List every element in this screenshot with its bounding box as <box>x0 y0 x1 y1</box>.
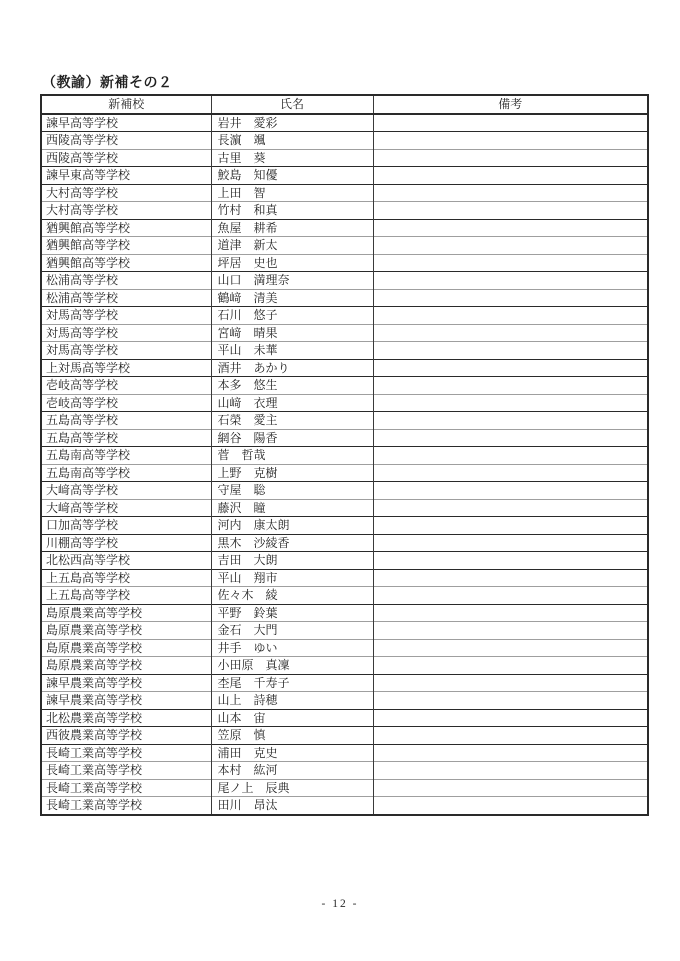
school-cell: 大﨑高等学校 <box>46 500 119 515</box>
note-cell <box>373 622 648 640</box>
table-row <box>41 149 648 167</box>
table-row <box>41 639 648 657</box>
name-cell: 守屋 聡 <box>211 482 373 500</box>
table-row <box>41 534 648 552</box>
table-row <box>41 604 648 622</box>
school-cell: 島原農業高等学校 <box>46 605 143 620</box>
school-cell: 大村高等学校 <box>46 185 119 200</box>
note-cell <box>373 762 648 780</box>
table-row <box>41 202 648 220</box>
note-cell <box>373 797 648 815</box>
school-cell: 島原農業高等学校 <box>46 658 143 672</box>
name-cell: 藤沢 瞳 <box>211 499 373 517</box>
note-cell <box>373 114 648 132</box>
school-cell: 五島南高等学校 <box>46 465 131 480</box>
table-row <box>41 377 648 395</box>
school-cell: 猶興館高等学校 <box>46 220 131 235</box>
note-cell <box>373 464 648 482</box>
note-cell <box>373 342 648 360</box>
table-row <box>41 114 648 132</box>
name-cell: 井手 ゆい <box>211 639 373 657</box>
name-cell: 網谷 陽香 <box>211 429 373 447</box>
name-cell: 平野 鈴葉 <box>211 604 373 622</box>
name-cell: 本多 悠生 <box>211 377 373 395</box>
table-row <box>41 552 648 570</box>
name-cell: 石榮 愛主 <box>211 412 373 430</box>
table-row <box>41 184 648 202</box>
school-cell: 上五島高等学校 <box>46 570 131 585</box>
table-row <box>41 272 648 290</box>
note-cell <box>373 324 648 342</box>
table-row <box>41 797 648 815</box>
name-cell: 上田 智 <box>211 184 373 202</box>
name-cell: 黒木 沙綾香 <box>211 534 373 552</box>
table-row <box>41 482 648 500</box>
note-cell <box>373 237 648 255</box>
note-cell <box>373 219 648 237</box>
note-cell <box>373 727 648 745</box>
table-row <box>41 692 648 710</box>
note-cell <box>373 167 648 185</box>
table-row <box>41 727 648 745</box>
note-cell <box>373 744 648 762</box>
name-cell: 宮﨑 晴果 <box>211 324 373 342</box>
school-cell: 諫早東高等学校 <box>46 168 131 182</box>
note-cell <box>373 674 648 692</box>
table-header <box>41 95 648 114</box>
school-cell: 猶興館高等学校 <box>46 238 131 252</box>
note-cell <box>373 499 648 517</box>
school-cell: 島原農業高等学校 <box>46 623 143 637</box>
table-row <box>41 464 648 482</box>
school-cell: 壱岐高等学校 <box>46 378 119 392</box>
note-cell <box>373 692 648 710</box>
name-cell: 河内 康太朗 <box>211 517 373 535</box>
note-cell <box>373 482 648 500</box>
column-header-name: 氏名 <box>211 95 373 114</box>
note-cell <box>373 254 648 272</box>
table-row <box>41 359 648 377</box>
note-cell <box>373 377 648 395</box>
name-cell: 山上 詩穂 <box>211 692 373 710</box>
school-cell: 大﨑高等学校 <box>46 483 119 497</box>
name-cell: 吉田 大朗 <box>211 552 373 570</box>
note-cell <box>373 779 648 797</box>
table-row <box>41 762 648 780</box>
table-row <box>41 657 648 675</box>
note-cell <box>373 272 648 290</box>
name-cell: 鶴﨑 清美 <box>211 289 373 307</box>
name-cell: 酒井 あかり <box>211 359 373 377</box>
table-row <box>41 289 648 307</box>
note-cell <box>373 412 648 430</box>
school-cell: 五島高等学校 <box>46 413 119 427</box>
name-cell: 長濵 颯 <box>211 132 373 150</box>
table-row <box>41 219 648 237</box>
note-cell <box>373 552 648 570</box>
school-cell: 五島南高等学校 <box>46 448 131 462</box>
note-cell <box>373 447 648 465</box>
note-cell <box>373 307 648 325</box>
name-cell: 岩井 愛彩 <box>211 114 373 132</box>
table-row <box>41 709 648 727</box>
note-cell <box>373 202 648 220</box>
table-row <box>41 744 648 762</box>
table-row <box>41 132 648 150</box>
name-cell: 山本 宙 <box>211 709 373 727</box>
table-row <box>41 429 648 447</box>
table-row <box>41 499 648 517</box>
header-row <box>41 95 648 114</box>
school-cell: 大村高等学校 <box>46 203 119 217</box>
school-cell: 五島高等学校 <box>46 430 119 445</box>
note-cell <box>373 184 648 202</box>
school-cell: 島原農業高等学校 <box>46 640 143 655</box>
name-cell: 竹村 和真 <box>211 202 373 220</box>
school-cell: 口加高等学校 <box>46 518 119 532</box>
school-cell: 壱岐高等学校 <box>46 395 119 410</box>
table-row <box>41 622 648 640</box>
school-cell: 長崎工業高等学校 <box>46 763 143 777</box>
name-cell: 笠原 慎 <box>211 727 373 745</box>
school-cell: 上五島高等学校 <box>46 588 131 602</box>
name-cell: 田川 昂汰 <box>211 797 373 815</box>
school-cell: 諫早高等学校 <box>46 115 119 130</box>
column-header-note: 備考 <box>373 95 648 114</box>
table-row <box>41 254 648 272</box>
school-cell: 長崎工業高等学校 <box>46 780 143 795</box>
school-cell: 諫早農業高等学校 <box>46 675 143 690</box>
note-cell <box>373 429 648 447</box>
table-row <box>41 167 648 185</box>
table-row <box>41 447 648 465</box>
note-cell <box>373 534 648 552</box>
page-number: - 12 - <box>321 898 359 910</box>
note-cell <box>373 132 648 150</box>
name-cell: 石川 悠子 <box>211 307 373 325</box>
table-row <box>41 324 648 342</box>
school-cell: 対馬高等学校 <box>46 308 119 322</box>
table-row <box>41 342 648 360</box>
name-cell: 上野 克樹 <box>211 464 373 482</box>
table-row <box>41 569 648 587</box>
name-cell: 菅 哲哉 <box>211 447 373 465</box>
name-cell: 古里 葵 <box>211 149 373 167</box>
school-cell: 対馬高等学校 <box>46 325 119 340</box>
name-cell: 本村 紘河 <box>211 762 373 780</box>
table-row <box>41 412 648 430</box>
school-cell: 北松西高等学校 <box>46 553 131 567</box>
name-cell: 杢尾 千寿子 <box>211 674 373 692</box>
name-cell: 道津 新太 <box>211 237 373 255</box>
note-cell <box>373 604 648 622</box>
note-cell <box>373 569 648 587</box>
note-cell <box>373 149 648 167</box>
name-cell: 小田原 真凜 <box>211 657 373 675</box>
name-cell: 尾ノ上 辰典 <box>211 779 373 797</box>
column-header-school: 新補校 <box>41 95 211 114</box>
note-cell <box>373 709 648 727</box>
name-cell: 山﨑 衣理 <box>211 394 373 412</box>
school-cell: 北松農業高等学校 <box>46 710 143 725</box>
school-cell: 松浦高等学校 <box>46 273 119 287</box>
name-cell: 山口 満理奈 <box>211 272 373 290</box>
school-cell: 上対馬高等学校 <box>46 360 131 375</box>
table-body <box>41 114 648 815</box>
note-cell <box>373 517 648 535</box>
note-cell <box>373 587 648 605</box>
note-cell <box>373 394 648 412</box>
name-cell: 魚屋 耕希 <box>211 219 373 237</box>
page-title: （教諭）新補その２ <box>42 76 173 91</box>
note-cell <box>373 359 648 377</box>
table-row <box>41 674 648 692</box>
table-row <box>41 307 648 325</box>
table-row <box>41 517 648 535</box>
school-cell: 西彼農業高等学校 <box>46 728 143 742</box>
school-cell: 諫早農業高等学校 <box>46 693 143 707</box>
table-row <box>41 779 648 797</box>
name-cell: 金石 大門 <box>211 622 373 640</box>
name-cell: 平山 翔市 <box>211 569 373 587</box>
school-cell: 松浦高等学校 <box>46 290 119 305</box>
note-cell <box>373 289 648 307</box>
name-cell: 佐々木 綾 <box>211 587 373 605</box>
name-cell: 平山 未華 <box>211 342 373 360</box>
name-cell: 浦田 克史 <box>211 744 373 762</box>
table-row <box>41 394 648 412</box>
school-cell: 対馬高等学校 <box>46 343 119 357</box>
school-cell: 西陵高等学校 <box>46 150 119 165</box>
school-cell: 長崎工業高等学校 <box>46 798 143 812</box>
table-row <box>41 587 648 605</box>
roster-table <box>40 94 649 816</box>
name-cell: 坪居 史也 <box>211 254 373 272</box>
table-row <box>41 237 648 255</box>
school-cell: 長崎工業高等学校 <box>46 745 143 760</box>
school-cell: 西陵高等学校 <box>46 133 119 147</box>
school-cell: 川棚高等学校 <box>46 535 119 550</box>
note-cell <box>373 639 648 657</box>
name-cell: 鮫島 知優 <box>211 167 373 185</box>
school-cell: 猶興館高等学校 <box>46 255 131 270</box>
note-cell <box>373 657 648 675</box>
